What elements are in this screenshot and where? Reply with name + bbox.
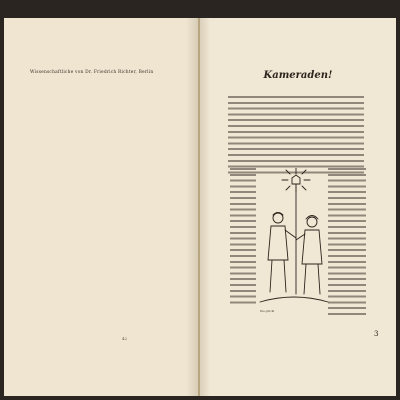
page-heading: Kameraden! xyxy=(263,70,333,81)
page-number-right: 3 xyxy=(374,330,379,338)
page-number-left: 42 xyxy=(122,336,128,341)
running-header: Wissenschaftliche von Dr. Friedrich Richter, Berlin xyxy=(30,70,154,75)
illustration-caption: Die glückl xyxy=(260,309,275,313)
right-column-text-placeholder xyxy=(328,168,366,316)
open-book xyxy=(4,18,396,396)
left-column-text-placeholder xyxy=(230,168,256,304)
body-text-placeholder xyxy=(228,96,364,176)
left-page xyxy=(4,18,200,396)
right-page xyxy=(200,18,396,396)
soldiers-lantern-illustration xyxy=(256,168,332,308)
